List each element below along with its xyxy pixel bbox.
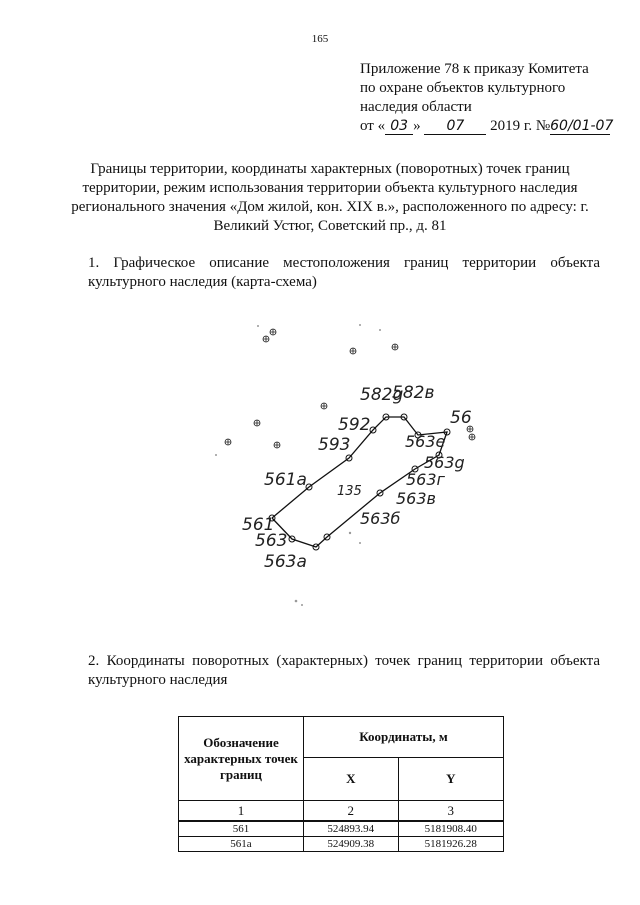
annex-line-1: Приложение 78 к приказу Комитета bbox=[360, 61, 589, 77]
scan-speck bbox=[359, 542, 361, 544]
date-month: 07 bbox=[424, 119, 486, 135]
label-563v: 563в bbox=[396, 489, 436, 508]
cell-x: 524893.94 bbox=[304, 821, 399, 837]
section-2-heading: 2. Координаты поворотных (характерных) точек границ территории объекта культурного наследия bbox=[88, 653, 600, 688]
label-592: 592 bbox=[338, 415, 371, 435]
label-582v: 582в bbox=[392, 383, 435, 403]
cell-point: 561 bbox=[179, 821, 304, 837]
survey-mark-icon bbox=[263, 336, 269, 342]
label-563d: 563g bbox=[424, 453, 465, 472]
cell-point: 561a bbox=[179, 837, 304, 852]
section-1-heading: 1. Графическое описание местоположения границ территории объекта культурного наследия (карта-схема) bbox=[88, 255, 600, 290]
header-y: Y bbox=[398, 758, 503, 801]
document-title: Границы территории, координаты характерных (поворотных) точек границ территории, режим использования территории объекта культурного наследия регионального значения «Дом жилой, кон. XIX в.», расположенного по адресу: г. Великий Устюг, Советский пр., д. 81 bbox=[71, 161, 589, 234]
label-563b: 563б bbox=[360, 509, 401, 528]
survey-mark-icon bbox=[350, 348, 356, 354]
survey-mark-icon bbox=[254, 420, 260, 426]
annex-line-3: наследия области bbox=[360, 99, 472, 115]
survey-mark-icon bbox=[225, 439, 231, 445]
survey-mark-icon bbox=[274, 442, 280, 448]
survey-mark-icon bbox=[321, 403, 327, 409]
cell-x: 524909.38 bbox=[304, 837, 399, 852]
label-561: 561 bbox=[242, 515, 275, 535]
label-563a: 563a bbox=[264, 552, 307, 572]
scan-speck bbox=[257, 325, 259, 327]
label-582g: 582g bbox=[360, 385, 404, 405]
survey-mark-icon bbox=[270, 329, 276, 335]
label-563: 563 bbox=[255, 531, 288, 551]
cell-y: 5181908.40 bbox=[398, 821, 503, 837]
order-number: 60/01-07 bbox=[550, 118, 614, 134]
label-56: 56 bbox=[450, 408, 472, 428]
scan-speck bbox=[359, 324, 361, 326]
scan-speck bbox=[349, 532, 351, 534]
table-row bbox=[179, 837, 504, 852]
cell-y: 5181926.28 bbox=[398, 837, 503, 852]
header-designation: Обозначение характерных точек границ bbox=[179, 717, 304, 801]
date-prefix: от « bbox=[360, 118, 386, 134]
label-561a: 561a bbox=[264, 470, 307, 490]
label-135: 135 bbox=[337, 484, 362, 499]
col-num-2: 2 bbox=[304, 801, 399, 822]
label-563g: 563г bbox=[406, 470, 445, 489]
annex-date-line bbox=[360, 117, 630, 136]
col-num-3: 3 bbox=[398, 801, 503, 822]
table-row bbox=[179, 821, 504, 837]
map-svg bbox=[200, 305, 500, 615]
header-x: X bbox=[304, 758, 399, 801]
date-year: 2019 г. № bbox=[490, 118, 551, 134]
annex-header bbox=[360, 60, 630, 136]
date-day-suffix: » bbox=[413, 118, 421, 134]
scan-speck bbox=[215, 454, 217, 456]
header-coordinates: Координаты, м bbox=[304, 717, 504, 758]
scan-speck bbox=[295, 600, 298, 603]
coordinates-table bbox=[178, 716, 504, 852]
page-number: 165 bbox=[311, 33, 329, 45]
label-593: 593 bbox=[318, 435, 351, 455]
boundary-map-scheme bbox=[200, 305, 500, 615]
scan-speck bbox=[379, 329, 381, 331]
col-num-1: 1 bbox=[179, 801, 304, 822]
survey-mark-icon bbox=[469, 434, 475, 440]
scan-speck bbox=[301, 604, 303, 606]
label-563e: 563e bbox=[405, 432, 446, 451]
annex-line-2: по охране объектов культурного bbox=[360, 80, 566, 96]
survey-mark-icon bbox=[392, 344, 398, 350]
column-number-row bbox=[179, 801, 504, 822]
date-day: 03 bbox=[385, 119, 413, 135]
